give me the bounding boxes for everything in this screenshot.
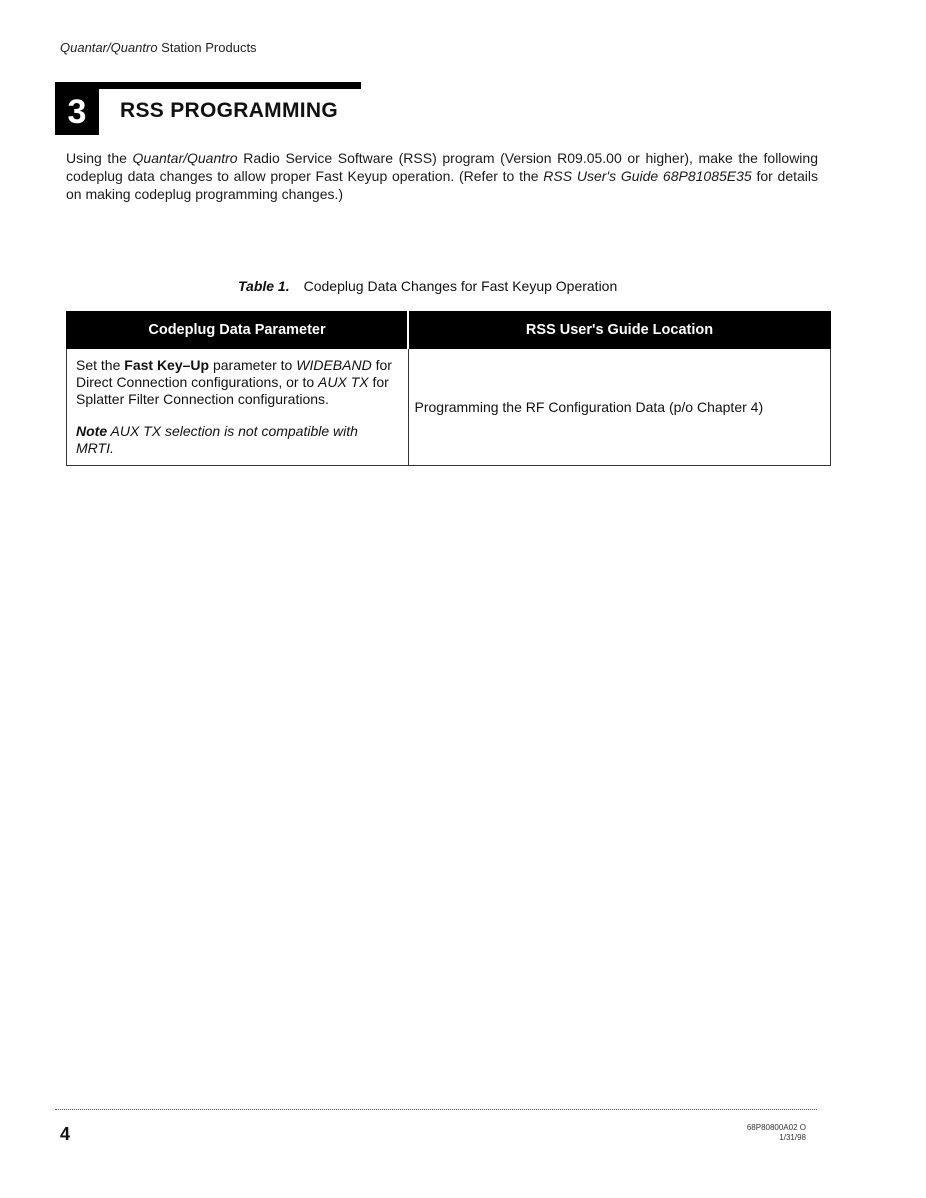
parameter-cell [67, 349, 409, 466]
intro-text-1: Using the [66, 150, 133, 166]
table-caption-text: Codeplug Data Changes for Fast Keyup Operation [303, 278, 618, 294]
table-caption [238, 278, 617, 294]
chapter-number: 3 [67, 93, 87, 131]
column-header-parameter: Codeplug Data Parameter [67, 312, 409, 349]
document-number [747, 1123, 806, 1143]
running-header-product: Quantar/Quantro [60, 40, 158, 55]
chapter-number-box [55, 89, 99, 135]
param-text-4: for Splatter Filter Connection configurations. [76, 374, 389, 407]
param-aux-tx: AUX TX [318, 374, 369, 390]
intro-guide-reference: RSS User's Guide 68P81085E35 [543, 168, 752, 184]
note-label: Note [76, 423, 108, 439]
parameter-note [76, 423, 398, 457]
table-row [67, 349, 831, 466]
param-text-1: Set the [76, 357, 125, 373]
intro-product-name: Quantar/Quantro [132, 150, 238, 166]
column-header-location: RSS User's Guide Location [408, 312, 831, 349]
chapter-title: RSS PROGRAMMING [120, 99, 339, 122]
running-header-suffix: Station Products [157, 40, 257, 55]
param-text-2: parameter to [209, 357, 297, 373]
intro-text-2: Radio Service Software (RSS) program (Version R09.05.00 or higher), make the following codeplug data changes to allow proper Fast Keyup operation. (Refer to the [66, 150, 818, 184]
note-text: AUX TX selection is not compatible with MRTI. [76, 423, 358, 456]
table-header-row [67, 312, 831, 349]
param-text-3: for Direct Connection configurations, or to [76, 357, 392, 390]
parameter-description [76, 357, 398, 408]
intro-text-3: for details on making codeplug programming changes.) [66, 168, 818, 202]
location-cell: Programming the RF Configuration Data (p/o Chapter 4) [408, 349, 831, 466]
table-caption-label: Table 1. [238, 278, 290, 294]
codeplug-table [66, 311, 831, 466]
footer-rule [55, 1109, 817, 1110]
page-number: 4 [60, 1124, 71, 1144]
param-fast-keyup: Fast Key–Up [124, 357, 210, 373]
doc-number-code: 68P80800A02 O [746, 1123, 806, 1132]
param-wideband: WIDEBAND [296, 357, 372, 373]
chapter-rule [55, 82, 361, 89]
intro-paragraph [66, 149, 818, 203]
doc-number-date: 1/31/98 [779, 1133, 806, 1142]
running-header [60, 40, 257, 55]
